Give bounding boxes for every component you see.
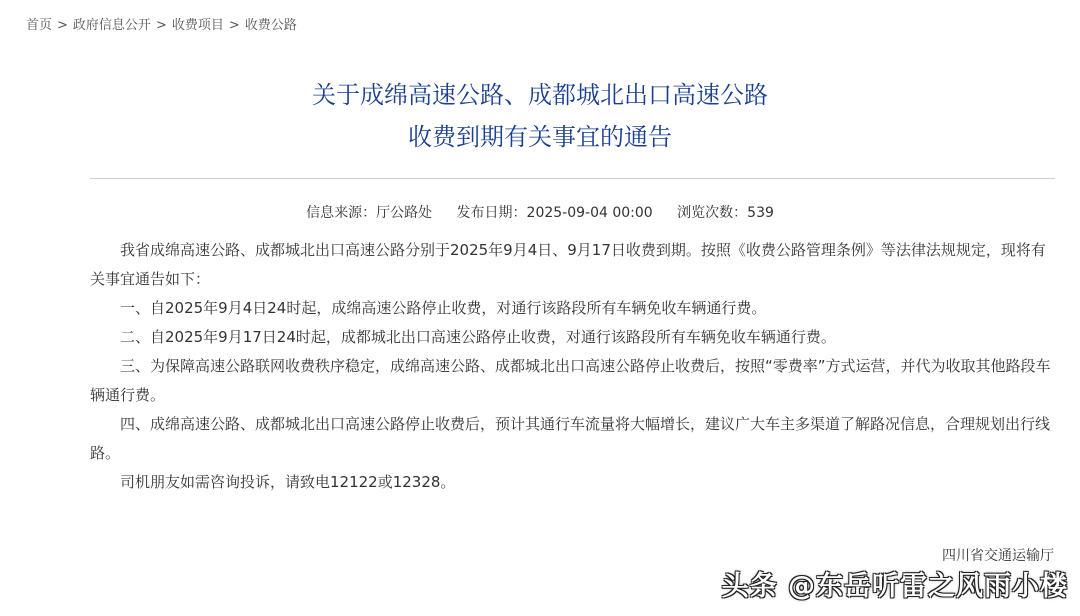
title-divider [90,178,1055,179]
breadcrumb-separator: > [57,18,68,33]
breadcrumb-home-link[interactable]: 首页 [26,18,53,33]
watermark: 头条 @东岳听雷之风雨小楼 [721,571,1068,602]
article-title-line2: 收费到期有关事宜的通告 [408,123,672,151]
breadcrumb-gov-info-link[interactable]: 政府信息公开 [72,18,151,33]
meta-source: 信息来源：厅公路处 [306,205,433,221]
breadcrumb-toll-roads-link[interactable]: 收费公路 [244,18,297,33]
article-title [0,78,1080,154]
article-title-line1: 关于成绵高速公路、成都城北出口高速公路 [312,81,768,109]
breadcrumb-toll-items-link[interactable]: 收费项目 [171,18,224,33]
paragraph-item-4: 四、成绵高速公路、成都城北出口高速公路停止收费后，预计其通行车流量将大幅增长，建议广大车主多渠道了解路况信息，合理规划出行线路。 [90,415,1051,462]
breadcrumb [26,14,297,33]
article-meta [0,202,1080,222]
issuer-signature: 四川省交通运输厅 [942,548,1054,564]
paragraph-item-2: 二、自2025年9月17日24时起，成都城北出口高速公路停止收费，对通行该路段所有车辆免收车辆通行费。 [120,328,836,346]
breadcrumb-separator: > [155,18,167,33]
paragraph-contact: 司机朋友如需咨询投诉，请致电12122或12328。 [120,473,456,491]
paragraph-intro: 我省成绵高速公路、成都城北出口高速公路分别于2025年9月4日、9月17日收费到期。按照《收费公路管理条例》等法律法规规定，现将有关事宜通告如下： [90,241,1046,288]
article-body [90,236,1058,497]
paragraph-item-1: 一、自2025年9月4日24时起，成绵高速公路停止收费，对通行该路段所有车辆免收车辆通行费。 [120,299,767,317]
breadcrumb-separator: > [228,18,240,33]
meta-date: 发布日期：2025-09-04 00:00 [456,205,653,221]
paragraph-item-3: 三、为保障高速公路联网收费秩序稳定，成绵高速公路、成都城北出口高速公路停止收费后，按照“零费率”方式运营，并代为收取其他路段车辆通行费。 [90,357,1051,404]
meta-views: 浏览次数：539 [677,205,774,221]
